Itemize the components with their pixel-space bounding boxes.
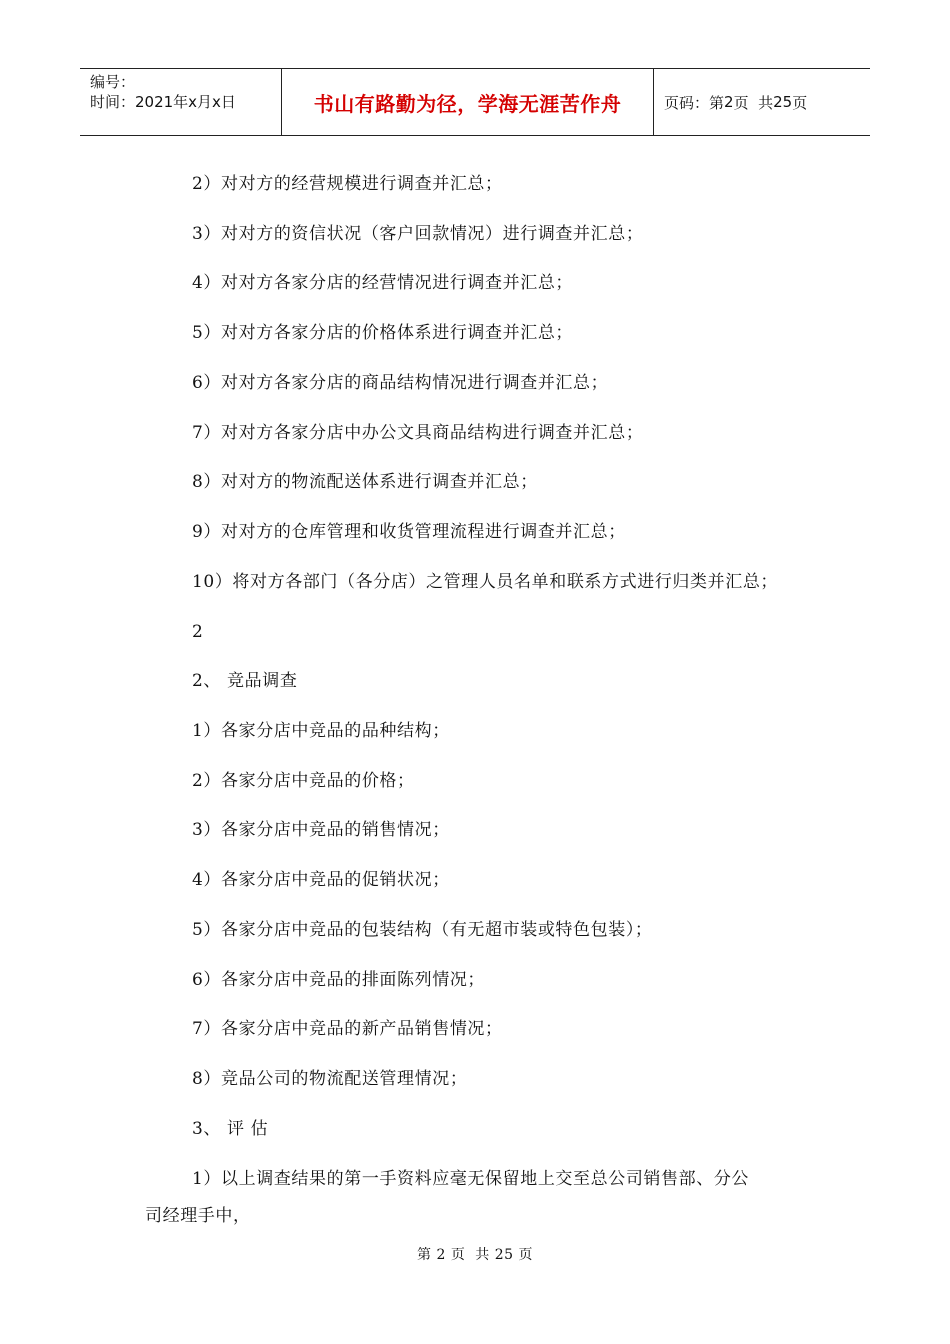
list-item: 9）对对方的仓库管理和收货管理流程进行调查并汇总； xyxy=(192,522,626,542)
footer-page-number: 2 xyxy=(436,1247,446,1263)
header-page-info xyxy=(654,69,870,135)
list-item: 4）各家分店中竞品的促销状况； xyxy=(192,870,450,890)
list-item: 6）对对方各家分店的商品结构情况进行调查并汇总； xyxy=(192,373,609,393)
list-item: 2）各家分店中竞品的价格； xyxy=(192,771,415,791)
section-heading: 2、 竞品调查 xyxy=(192,671,298,691)
list-item: 3）各家分店中竞品的销售情况； xyxy=(192,820,450,840)
footer-mid: 页 共 xyxy=(450,1247,490,1263)
header-page-total: 25 xyxy=(773,93,793,111)
footer-suffix: 页 xyxy=(518,1247,533,1263)
list-item: 6）各家分店中竞品的排面陈列情况； xyxy=(192,970,486,990)
section-heading: 3、 评 估 xyxy=(192,1119,269,1139)
header-page-number: 2 xyxy=(724,93,734,111)
header-motto: 书山有路勤为径，学海无涯苦作舟 xyxy=(282,69,654,135)
time-label: 时间：2021年x月x日 xyxy=(90,93,236,111)
list-item: 7）各家分店中竞品的新产品销售情况； xyxy=(192,1019,503,1039)
list-item: 4）对对方各家分店的经营情况进行调查并汇总； xyxy=(192,273,574,293)
list-item: 7）对对方各家分店中办公文具商品结构进行调查并汇总； xyxy=(192,423,644,443)
list-item: 8）竞品公司的物流配送管理情况； xyxy=(192,1069,468,1089)
paragraph-line: 司经理手中， xyxy=(145,1206,251,1226)
serial-label: 编号： xyxy=(90,73,136,91)
stray-number: 2 xyxy=(192,622,204,642)
list-item: 3）对对方的资信状况（客户回款情况）进行调查并汇总； xyxy=(192,224,644,244)
header-page-suffix: 页 xyxy=(792,93,808,112)
header-meta xyxy=(80,69,282,135)
list-item: 8）对对方的物流配送体系进行调查并汇总； xyxy=(192,472,538,492)
list-item: 10）将对方各部门（各分店）之管理人员名单和联系方式进行归类并汇总； xyxy=(192,572,779,592)
list-item: 5）各家分店中竞品的包装结构（有无超市装或特色包装）； xyxy=(192,920,653,940)
page-footer xyxy=(0,1246,950,1264)
list-item: 5）对对方各家分店的价格体系进行调查并汇总； xyxy=(192,323,574,343)
page-header xyxy=(80,68,870,136)
header-page-mid: 页 共 xyxy=(733,93,774,112)
footer-prefix: 第 xyxy=(417,1247,432,1263)
footer-page-total: 25 xyxy=(494,1247,514,1263)
list-item: 1）各家分店中竞品的品种结构； xyxy=(192,721,450,741)
header-page-prefix: 页码：第 xyxy=(664,93,725,112)
paragraph-line: 1）以上调查结果的第一手资料应毫无保留地上交至总公司销售部、分公 xyxy=(192,1169,750,1189)
list-item: 2）对对方的经营规模进行调查并汇总； xyxy=(192,174,503,194)
